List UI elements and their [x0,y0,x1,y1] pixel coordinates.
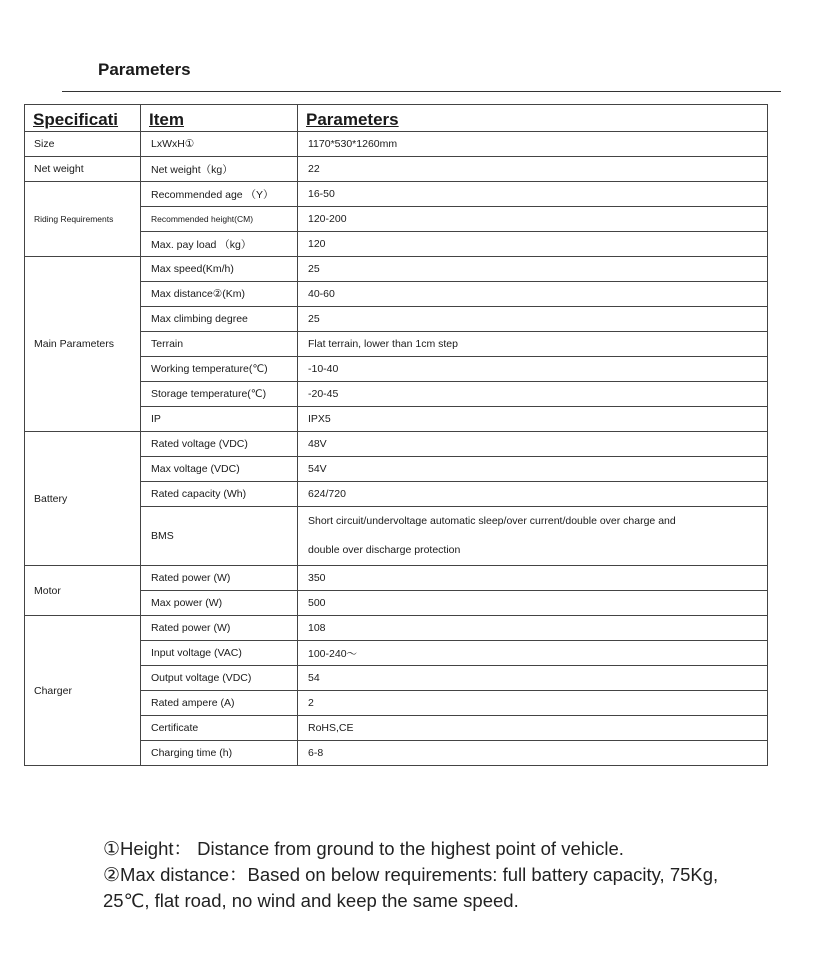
item-cell: Rated voltage (VDC) [141,432,298,457]
value-cell: -10-40 [298,357,768,382]
column-header-parameters: Parameters [298,105,768,132]
value-cell [298,507,768,566]
page-title: Parameters [98,60,191,79]
value-cell: -20-45 [298,382,768,407]
item-cell: Rated capacity (Wh) [141,482,298,507]
value-cell: RoHS,CE [298,716,768,741]
footnote-2-text-line-1: Max distance：Based on below requirements: full battery capacity, 75Kg, [120,864,719,885]
value-cell: 16-50 [298,182,768,207]
column-header-specification: Specificati [25,105,141,132]
title-divider [62,91,781,92]
table-row [25,257,768,282]
table-header-row [25,105,768,132]
item-cell: Net weight（kg） [141,157,298,182]
item-cell: Max. pay load （kg） [141,232,298,257]
item-cell: Max power (W) [141,591,298,616]
table-row [25,432,768,457]
value-cell: 54V [298,457,768,482]
item-cell: Recommended height(CM) [141,207,298,232]
value-cell: 624/720 [298,482,768,507]
footnote-1-mark: ① [103,839,121,860]
value-cell: 2 [298,691,768,716]
table-row [25,132,768,157]
footnote-2-continuation: 25℃, flat road, no wind and keep the same speed. [103,890,519,911]
value-cell: 25 [298,307,768,332]
value-cell: 500 [298,591,768,616]
item-cell: Rated ampere (A) [141,691,298,716]
item-cell: Output voltage (VDC) [141,666,298,691]
category-cell: Main Parameters [25,257,141,432]
item-cell: Working temperature(℃) [141,357,298,382]
footnote-2 [103,862,783,888]
value-cell: 100-240～ [298,641,768,666]
value-cell: 6-8 [298,741,768,766]
value-cell: Flat terrain, lower than 1cm step [298,332,768,357]
item-cell: Max climbing degree [141,307,298,332]
item-cell: Charging time (h) [141,741,298,766]
item-cell: Terrain [141,332,298,357]
table-row [25,616,768,641]
item-cell: Certificate [141,716,298,741]
item-cell: Rated power (W) [141,616,298,641]
value-cell: 40-60 [298,282,768,307]
footnote-1-text: Height： Distance from ground to the highest point of vehicle. [120,838,624,859]
value-cell: 120 [298,232,768,257]
item-cell: Max distance②(Km) [141,282,298,307]
table-row [25,566,768,591]
bms-value-line-1: Short circuit/undervoltage automatic sleep/over current/double over charge and [308,515,676,527]
category-cell: Size [25,132,141,157]
item-cell: IP [141,407,298,432]
table-row [25,157,768,182]
item-cell: Input voltage (VAC) [141,641,298,666]
category-cell: Motor [25,566,141,616]
category-cell: Net weight [25,157,141,182]
item-cell: BMS [141,507,298,566]
item-cell: Rated power (W) [141,566,298,591]
value-cell: 48V [298,432,768,457]
value-cell: 350 [298,566,768,591]
parameters-table [24,104,768,766]
value-cell: IPX5 [298,407,768,432]
item-cell: LxWxH① [141,132,298,157]
category-cell: Battery [25,432,141,566]
value-cell: 54 [298,666,768,691]
value-cell: 25 [298,257,768,282]
item-cell: Storage temperature(℃) [141,382,298,407]
column-header-item: Item [141,105,298,132]
item-cell: Max speed(Km/h) [141,257,298,282]
item-cell: Recommended age （Y） [141,182,298,207]
footnotes [103,836,783,913]
value-cell: 108 [298,616,768,641]
item-cell: Max voltage (VDC) [141,457,298,482]
table-row [25,182,768,207]
value-cell: 1170*530*1260mm [298,132,768,157]
value-cell: 22 [298,157,768,182]
footnote-1 [103,836,783,862]
category-cell: Charger [25,616,141,766]
footnote-2-mark: ② [103,865,121,886]
category-cell: Riding Requirements [25,182,141,257]
value-cell: 120-200 [298,207,768,232]
bms-value-line-2: double over discharge protection [308,544,461,556]
